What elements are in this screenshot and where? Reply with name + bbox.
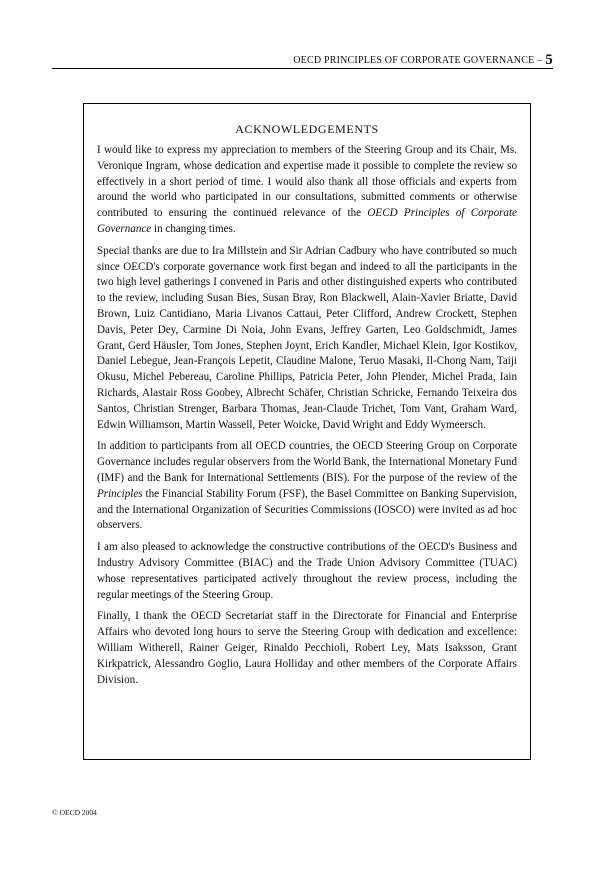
acknowledgements-paragraph-1 [97, 143, 517, 238]
acknowledgements-paragraph-4: I am also pleased to acknowledge the constructive contributions of the OECD's Business and Industry Advisory Committee (BIAC) and the Trade Union Advisory Committee (TUAC) whose representatives participated actively throughout the review process, including the regular meetings of the Steering Group. [97, 541, 517, 601]
paragraph-1-text-b: in changing times. [151, 222, 236, 235]
running-title: OECD PRINCIPLES OF CORPORATE GOVERNANCE – [293, 55, 543, 66]
paragraph-3-text-b: the Financial Stability Forum (FSF), the Basel Committee on Banking Supervision, and the International Organization of Securities Commissions (IOSCO) were invited as ad hoc observers. [97, 487, 517, 532]
acknowledgements-paragraph-2: Special thanks are due to Ira Millstein and Sir Adrian Cadbury who have contributed so much since OECD's corporate governance work first began and indeed to all the participants in the two high level gatherings I convened in Paris and other distinguished experts who contributed to the review, including Susan Bies, Susan Bray, Ron Blackwell, Alain-Xavier Briatte, David Brown, Luiz Cantidiano, Maria Livanos Cattaui, Peter Clifford, Andrew Crockett, Stephen Davis, Peter Dey, Carmine Di Noia, John Evans, Jeffrey Garten, Leo Goldschmidt, James Grant, Gerd Häusler, Tom Jones, Stephen Joynt, Erich Kandler, Michael Klein, Igor Kostikov, Daniel Lebegue, Jean-François Lepetit, Claudine Malone, Teruo Masaki, Il-Chong Nam, Taiji Okusu, Michel Pebereau, Caroline Phillips, Patricia Peter, John Plender, Michel Prada, Iain Richards, Alastair Ross Goobey, Albrecht Schäfer, Christian Schricke, Fernando Teixeira dos Santos, Christian Strenger, Barbara Thomas, Jean-Claude Trichet, Tom Vant, Graham Ward, Edwin Williamson, Martin Wassell, Peter Woicke, David Wright and Eddy Wymeersch. [97, 244, 517, 431]
page-number: 5 [545, 52, 553, 68]
acknowledgements-box [83, 103, 531, 760]
principles-italic: Principles [97, 487, 143, 500]
copyright-footer: © OECD 2004 [52, 808, 97, 817]
running-header [293, 52, 553, 69]
acknowledgements-paragraph-3 [97, 439, 517, 534]
header-rule [52, 68, 553, 69]
acknowledgements-heading: ACKNOWLEDGEMENTS [235, 122, 379, 136]
paragraph-1-text-a: I would like to express my appreciation to members of the Steering Group and its Chair, Ms. Veronique Ingram, whose dedication and expertise made it possible to complete the review so effectively in a short period of time. I would also thank all those officials and experts from around the world who participated in our consultations, submitted comments or otherwise contributed to ensuring the continued relevance of the [97, 144, 517, 220]
acknowledgements-paragraph-5: Finally, I thank the OECD Secretariat staff in the Directorate for Financial and Enterprise Affairs who devoted long hours to serve the Steering Group with dedication and excellence: William Witherell, Rainer Geiger, Rinaldo Pecchioli, Robert Ley, Mats Isaksson, Grant Kirkpatrick, Alessandro Goglio, Laura Holliday and other members of the Corporate Affairs Division. [97, 610, 517, 686]
paragraph-3-text-a: In addition to participants from all OECD countries, the OECD Steering Group on Corporate Governance includes regular observers from the World Bank, the International Monetary Fund (IMF) and the Bank for International Settlements (BIS). For the purpose of the review of the [97, 440, 517, 484]
principles-title-italic: OECD Principles of Corporate Governance [97, 207, 517, 235]
